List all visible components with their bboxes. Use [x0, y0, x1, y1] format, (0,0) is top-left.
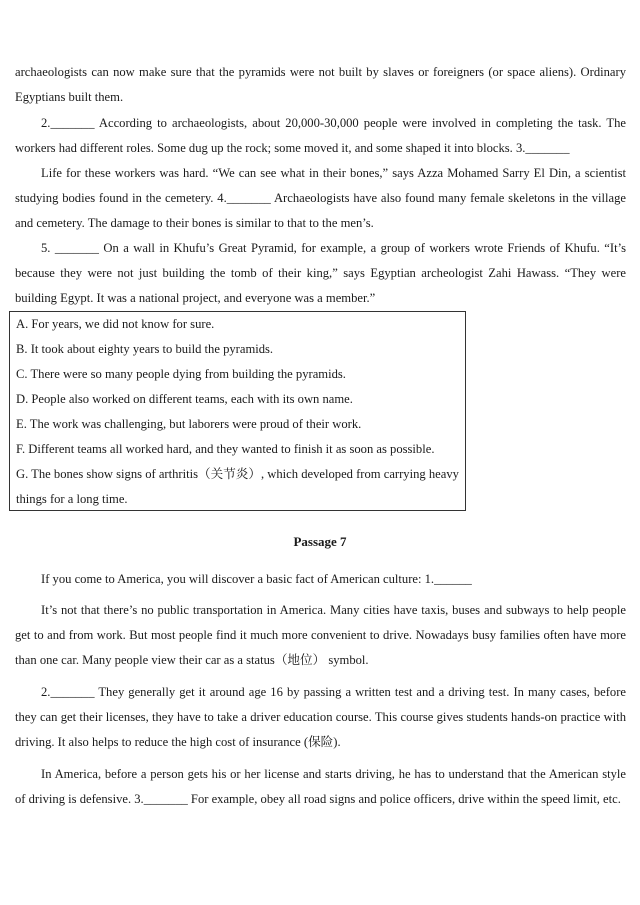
option-c: C. There were so many people dying from building the pyramids.: [16, 367, 346, 381]
passage6-paragraph-4: 5. _______ On a wall in Khufu’s Great Pyramid, for example, a group of workers wrote Friends of Khufu. “It’s because they were not just building the tomb of their king,” says Egyptian archeologist Zahi Hawass. “They were building Egypt. It was a national project, and everyone was a member.”: [15, 241, 626, 305]
passage7-paragraph-2: It’s not that there’s no public transportation in America. Many cities have taxis, buses and subways to help people get to and from work. But most people find it much more convenient to drive. Nowadays busy families often have more than one car. Many people view their car as a status（地位） symbol.: [15, 603, 626, 667]
option-d: D. People also worked on different teams, each with its own name.: [16, 392, 353, 406]
passage-7-title: Passage 7: [293, 534, 347, 549]
option-b: B. It took about eighty years to build the pyramids.: [16, 342, 274, 356]
option-g: G. The bones show signs of arthritis（关节炎）, which developed from carrying heavy: [16, 467, 459, 481]
option-a: A. For years, we did not know for sure.: [16, 317, 215, 331]
passage6-paragraph-3: Life for these workers was hard. “We can see what in their bones,” says Azza Mohamed Sarry El Din, a scientist studying bodies found in the cemetery. 4._______ Archaeologists have also found many female skeletons in the village and cemetery. The damage to their bones is similar to that to the men’s.: [15, 166, 626, 230]
option-e: E. The work was challenging, but laborers were proud of their work.: [16, 417, 362, 431]
passage7-paragraph-3: 2._______ They generally get it around age 16 by passing a written test and a driving test. In many cases, before they can get their licenses, they have to take a driver education course. This course gives students hands-on practice with driving. It also helps to reduce the high cost of insurance (保险).: [15, 685, 626, 749]
passage7-paragraph-1: If you come to America, you will discover a basic fact of American culture: 1.______: [41, 572, 472, 586]
passage6-paragraph-2: 2._______ According to archaeologists, about 20,000-30,000 people were involved in completing the task. The workers had different roles. Some dug up the rock; some moved it, and some shaped it into blocks. 3._______: [15, 116, 626, 155]
passage7-paragraph-4: In America, before a person gets his or her license and starts driving, he has to understand that the American style of driving is defensive. 3._______ For example, obey all road signs and police officers, drive within the speed limit, etc.: [15, 767, 626, 806]
option-g-continued: things for a long time.: [16, 492, 128, 506]
option-f: F. Different teams all worked hard, and they wanted to finish it as soon as possible.: [16, 442, 435, 456]
options-box: [9, 311, 466, 511]
passage6-paragraph-1: archaeologists can now make sure that the pyramids were not built by slaves or foreigners (or space aliens). Ordinary Egyptians built them.: [15, 65, 626, 104]
